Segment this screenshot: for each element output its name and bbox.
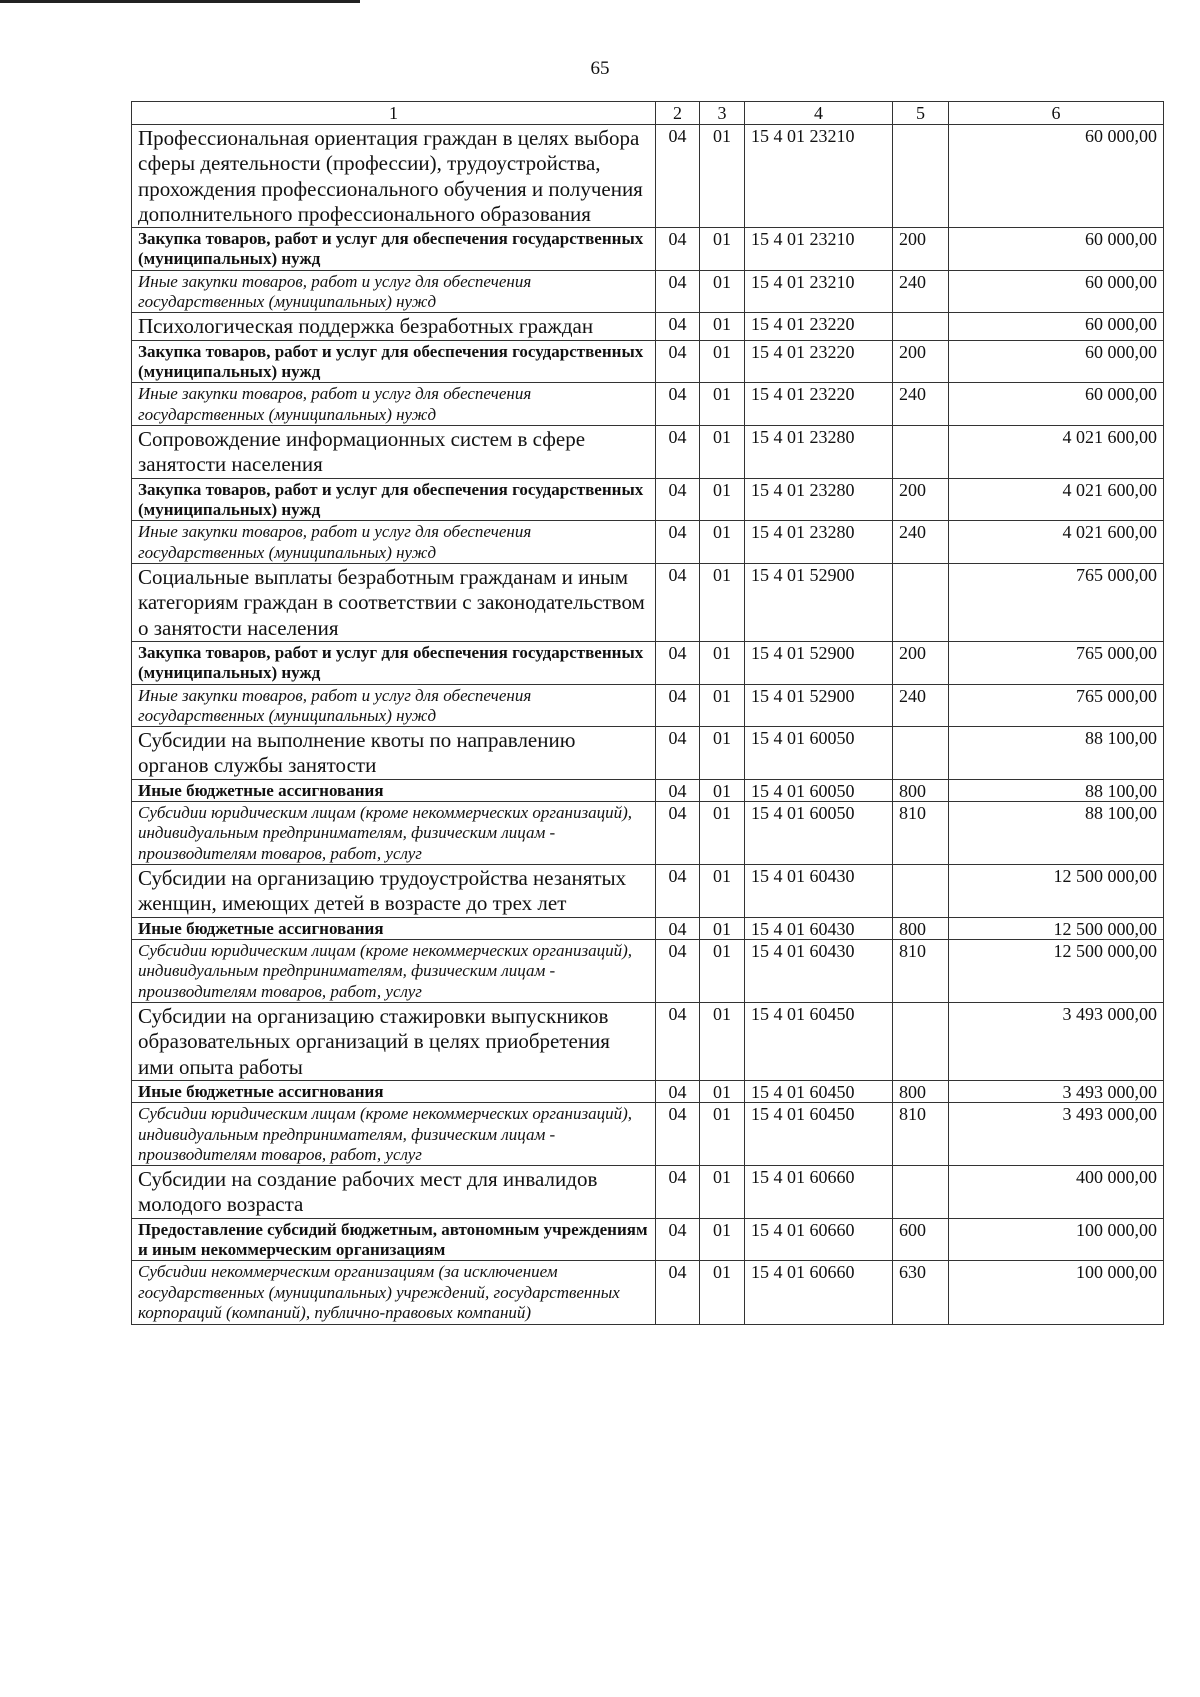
- expense-type-code: [893, 727, 949, 779]
- subsection-code: 01: [700, 1080, 745, 1102]
- expense-type-code: 810: [893, 939, 949, 1002]
- target-article-code: 15 4 01 60050: [745, 779, 893, 801]
- table-row: [132, 641, 1164, 684]
- amount: 88 100,00: [949, 802, 1164, 865]
- subsection-code: 01: [700, 227, 745, 270]
- table-row: [132, 779, 1164, 801]
- table-row: [132, 125, 1164, 228]
- item-name: Иные бюджетные ассигнования: [132, 917, 656, 939]
- expense-type-code: [893, 125, 949, 228]
- table-row: [132, 684, 1164, 727]
- subsection-code: 01: [700, 917, 745, 939]
- expense-type-code: 240: [893, 521, 949, 564]
- section-code: 04: [656, 1003, 700, 1081]
- table-row: [132, 383, 1164, 426]
- subsection-code: 01: [700, 727, 745, 779]
- expense-type-code: [893, 564, 949, 642]
- subsection-code: 01: [700, 1103, 745, 1166]
- section-code: 04: [656, 802, 700, 865]
- page-number: 65: [590, 58, 610, 79]
- expense-type-code: [893, 426, 949, 478]
- section-code: 04: [656, 1261, 700, 1324]
- amount: 100 000,00: [949, 1218, 1164, 1261]
- target-article-code: 15 4 01 23210: [745, 270, 893, 313]
- item-name: Закупка товаров, работ и услуг для обеспечения государственных (муниципальных) нужд: [132, 227, 656, 270]
- item-name: Иные закупки товаров, работ и услуг для обеспечения государственных (муниципальных) нужд: [132, 521, 656, 564]
- expense-type-code: 240: [893, 684, 949, 727]
- item-name: Субсидии юридическим лицам (кроме некоммерческих организаций), индивидуальным предпринимателям, физическим лицам - производителям товаров, работ, услуг: [132, 802, 656, 865]
- table-row: [132, 865, 1164, 917]
- expense-type-code: [893, 313, 949, 340]
- expense-type-code: 630: [893, 1261, 949, 1324]
- subsection-code: 01: [700, 313, 745, 340]
- target-article-code: 15 4 01 23280: [745, 426, 893, 478]
- amount: 765 000,00: [949, 564, 1164, 642]
- subsection-code: 01: [700, 939, 745, 1002]
- amount: 12 500 000,00: [949, 939, 1164, 1002]
- item-name: Иные закупки товаров, работ и услуг для обеспечения государственных (муниципальных) нужд: [132, 684, 656, 727]
- table-row: [132, 227, 1164, 270]
- col-header-2: 2: [656, 102, 700, 125]
- target-article-code: 15 4 01 60430: [745, 939, 893, 1002]
- table-row: [132, 521, 1164, 564]
- section-code: 04: [656, 383, 700, 426]
- target-article-code: 15 4 01 23220: [745, 383, 893, 426]
- subsection-code: 01: [700, 1218, 745, 1261]
- target-article-code: 15 4 01 60050: [745, 727, 893, 779]
- expense-type-code: [893, 865, 949, 917]
- table-row: [132, 564, 1164, 642]
- amount: 100 000,00: [949, 1261, 1164, 1324]
- target-article-code: 15 4 01 52900: [745, 684, 893, 727]
- item-name: Социальные выплаты безработным гражданам и иным категориям граждан в соответствии с законодательством о занятости населения: [132, 564, 656, 642]
- expense-type-code: 240: [893, 383, 949, 426]
- target-article-code: 15 4 01 60660: [745, 1261, 893, 1324]
- target-article-code: 15 4 01 60450: [745, 1080, 893, 1102]
- subsection-code: 01: [700, 684, 745, 727]
- table-row: [132, 917, 1164, 939]
- item-name: Профессиональная ориентация граждан в целях выбора сферы деятельности (профессии), трудоустройства, прохождения профессионального обучения и получения дополнительного профессионального образования: [132, 125, 656, 228]
- header-row: [132, 102, 1164, 125]
- target-article-code: 15 4 01 23220: [745, 313, 893, 340]
- subsection-code: 01: [700, 1003, 745, 1081]
- section-code: 04: [656, 727, 700, 779]
- item-name: Субсидии на организацию стажировки выпускников образовательных организаций в целях приобретения ими опыта работы: [132, 1003, 656, 1081]
- amount: 765 000,00: [949, 641, 1164, 684]
- target-article-code: 15 4 01 23210: [745, 125, 893, 228]
- item-name: Субсидии юридическим лицам (кроме некоммерческих организаций), индивидуальным предпринимателям, физическим лицам - производителям товаров, работ, услуг: [132, 1103, 656, 1166]
- amount: 3 493 000,00: [949, 1003, 1164, 1081]
- section-code: 04: [656, 917, 700, 939]
- table-row: [132, 270, 1164, 313]
- table-row: [132, 1103, 1164, 1166]
- expense-type-code: 800: [893, 1080, 949, 1102]
- item-name: Субсидии юридическим лицам (кроме некоммерческих организаций), индивидуальным предпринимателям, физическим лицам - производителям товаров, работ, услуг: [132, 939, 656, 1002]
- target-article-code: 15 4 01 60450: [745, 1103, 893, 1166]
- table-row: [132, 802, 1164, 865]
- section-code: 04: [656, 125, 700, 228]
- amount: 3 493 000,00: [949, 1103, 1164, 1166]
- section-code: 04: [656, 270, 700, 313]
- amount: 4 021 600,00: [949, 426, 1164, 478]
- subsection-code: 01: [700, 779, 745, 801]
- expense-type-code: [893, 1166, 949, 1218]
- item-name: Закупка товаров, работ и услуг для обеспечения государственных (муниципальных) нужд: [132, 641, 656, 684]
- amount: 88 100,00: [949, 727, 1164, 779]
- amount: 88 100,00: [949, 779, 1164, 801]
- table-row: [132, 1218, 1164, 1261]
- subsection-code: 01: [700, 125, 745, 228]
- col-header-5: 5: [893, 102, 949, 125]
- amount: 12 500 000,00: [949, 917, 1164, 939]
- col-header-6: 6: [949, 102, 1164, 125]
- subsection-code: 01: [700, 865, 745, 917]
- target-article-code: 15 4 01 60050: [745, 802, 893, 865]
- col-header-1: 1: [132, 102, 656, 125]
- item-name: Субсидии на выполнение квоты по направлению органов службы занятости: [132, 727, 656, 779]
- item-name: Субсидии на создание рабочих мест для инвалидов молодого возраста: [132, 1166, 656, 1218]
- section-code: 04: [656, 1080, 700, 1102]
- target-article-code: 15 4 01 52900: [745, 564, 893, 642]
- target-article-code: 15 4 01 60430: [745, 917, 893, 939]
- target-article-code: 15 4 01 23210: [745, 227, 893, 270]
- table-body: [132, 125, 1164, 1324]
- col-header-3: 3: [700, 102, 745, 125]
- subsection-code: 01: [700, 340, 745, 383]
- item-name: Психологическая поддержка безработных граждан: [132, 313, 656, 340]
- table-row: [132, 1166, 1164, 1218]
- subsection-code: 01: [700, 1166, 745, 1218]
- amount: 3 493 000,00: [949, 1080, 1164, 1102]
- amount: 60 000,00: [949, 340, 1164, 383]
- table-row: [132, 1261, 1164, 1324]
- item-name: Иные бюджетные ассигнования: [132, 779, 656, 801]
- target-article-code: 15 4 01 60660: [745, 1166, 893, 1218]
- expense-type-code: 600: [893, 1218, 949, 1261]
- subsection-code: 01: [700, 564, 745, 642]
- table-row: [132, 478, 1164, 521]
- amount: 400 000,00: [949, 1166, 1164, 1218]
- expense-type-code: 810: [893, 802, 949, 865]
- section-code: 04: [656, 779, 700, 801]
- expense-type-code: 800: [893, 917, 949, 939]
- table-row: [132, 939, 1164, 1002]
- target-article-code: 15 4 01 23280: [745, 478, 893, 521]
- table-row: [132, 727, 1164, 779]
- item-name: Иные закупки товаров, работ и услуг для обеспечения государственных (муниципальных) нужд: [132, 270, 656, 313]
- subsection-code: 01: [700, 383, 745, 426]
- section-code: 04: [656, 1218, 700, 1261]
- target-article-code: 15 4 01 60660: [745, 1218, 893, 1261]
- table-row: [132, 313, 1164, 340]
- item-name: Предоставление субсидий бюджетным, автономным учреждениям и иным некоммерческим организациям: [132, 1218, 656, 1261]
- expense-type-code: 200: [893, 340, 949, 383]
- subsection-code: 01: [700, 802, 745, 865]
- target-article-code: 15 4 01 23220: [745, 340, 893, 383]
- section-code: 04: [656, 227, 700, 270]
- section-code: 04: [656, 426, 700, 478]
- item-name: Закупка товаров, работ и услуг для обеспечения государственных (муниципальных) нужд: [132, 478, 656, 521]
- section-code: 04: [656, 641, 700, 684]
- amount: 765 000,00: [949, 684, 1164, 727]
- target-article-code: 15 4 01 52900: [745, 641, 893, 684]
- table-row: [132, 340, 1164, 383]
- subsection-code: 01: [700, 641, 745, 684]
- expense-type-code: 200: [893, 641, 949, 684]
- section-code: 04: [656, 521, 700, 564]
- amount: 60 000,00: [949, 383, 1164, 426]
- expense-type-code: 200: [893, 478, 949, 521]
- section-code: 04: [656, 478, 700, 521]
- expense-type-code: [893, 1003, 949, 1081]
- section-code: 04: [656, 939, 700, 1002]
- table-row: [132, 1003, 1164, 1081]
- section-code: 04: [656, 865, 700, 917]
- amount: 4 021 600,00: [949, 521, 1164, 564]
- section-code: 04: [656, 1166, 700, 1218]
- amount: 60 000,00: [949, 227, 1164, 270]
- section-code: 04: [656, 684, 700, 727]
- expense-type-code: 240: [893, 270, 949, 313]
- amount: 4 021 600,00: [949, 478, 1164, 521]
- col-header-4: 4: [745, 102, 893, 125]
- item-name: Субсидии на организацию трудоустройства незанятых женщин, имеющих детей в возрасте до трех лет: [132, 865, 656, 917]
- top-border-line: [0, 0, 360, 3]
- item-name: Субсидии некоммерческим организациям (за исключением государственных (муниципальных) учреждений, государственных корпораций (компаний), публично-правовых компаний): [132, 1261, 656, 1324]
- section-code: 04: [656, 313, 700, 340]
- amount: 60 000,00: [949, 125, 1164, 228]
- budget-table: [131, 101, 1164, 1325]
- item-name: Иные закупки товаров, работ и услуг для обеспечения государственных (муниципальных) нужд: [132, 383, 656, 426]
- target-article-code: 15 4 01 60450: [745, 1003, 893, 1081]
- subsection-code: 01: [700, 1261, 745, 1324]
- expense-type-code: 200: [893, 227, 949, 270]
- subsection-code: 01: [700, 270, 745, 313]
- expense-type-code: 800: [893, 779, 949, 801]
- table-row: [132, 1080, 1164, 1102]
- section-code: 04: [656, 1103, 700, 1166]
- table-row: [132, 426, 1164, 478]
- item-name: Сопровождение информационных систем в сфере занятости населения: [132, 426, 656, 478]
- amount: 60 000,00: [949, 313, 1164, 340]
- amount: 60 000,00: [949, 270, 1164, 313]
- target-article-code: 15 4 01 60430: [745, 865, 893, 917]
- subsection-code: 01: [700, 521, 745, 564]
- expense-type-code: 810: [893, 1103, 949, 1166]
- section-code: 04: [656, 340, 700, 383]
- target-article-code: 15 4 01 23280: [745, 521, 893, 564]
- item-name: Закупка товаров, работ и услуг для обеспечения государственных (муниципальных) нужд: [132, 340, 656, 383]
- item-name: Иные бюджетные ассигнования: [132, 1080, 656, 1102]
- amount: 12 500 000,00: [949, 865, 1164, 917]
- subsection-code: 01: [700, 426, 745, 478]
- section-code: 04: [656, 564, 700, 642]
- subsection-code: 01: [700, 478, 745, 521]
